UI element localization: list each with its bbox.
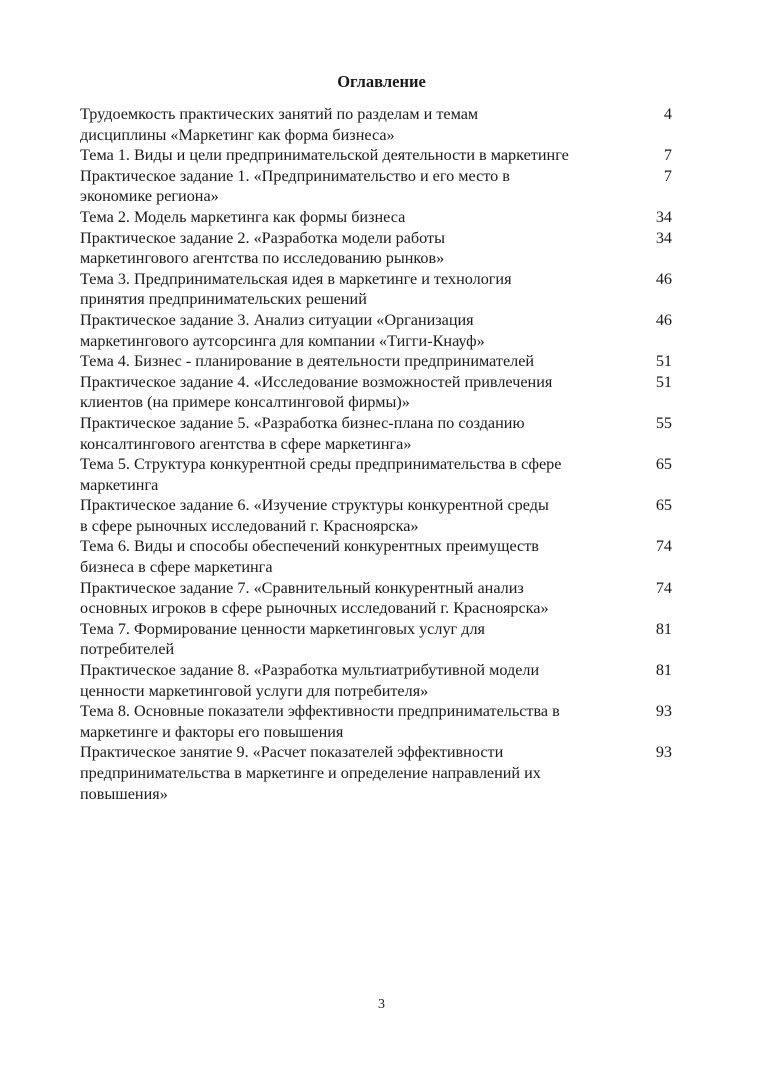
toc-entry-title: Тема 6. Виды и способы обеспечений конкурентных преимуществ бизнеса в сфере маркетинга: [80, 537, 539, 577]
toc-entry-title: Тема 3. Предпринимательская идея в маркетинге и технология принятия предпринимательских решений: [80, 269, 512, 309]
toc-entry-page: 93: [655, 702, 672, 721]
toc-entry: [80, 372, 680, 413]
toc-entry: [80, 536, 680, 577]
toc-entry-page: 81: [655, 661, 672, 680]
toc-entry-title: Практическое задание 3. Анализ ситуации «Организация маркетингового аутсорсинга для компании «Тигги-Кнауф»: [80, 310, 485, 350]
toc-entry-page: 81: [655, 619, 672, 638]
toc-entry-title: Тема 1. Виды и цели предпринимательской деятельности в маркетинге: [80, 146, 569, 165]
toc-entry-page: 34: [655, 228, 672, 247]
toc-entry: [80, 310, 680, 351]
toc-entry-title: Тема 8. Основные показатели эффективности предпринимательства в маркетинге и факторы его повышения: [80, 702, 560, 741]
toc-entry-title: Тема 5. Структура конкурентной среды предпринимательства в сфере маркетинга: [80, 455, 562, 494]
toc-entry-page: 65: [655, 496, 672, 515]
toc-entry-page: 34: [655, 207, 672, 226]
page-number: 3: [378, 997, 385, 1012]
toc-entry: [80, 145, 680, 166]
toc-entry: [80, 351, 680, 372]
toc-entry: [80, 166, 680, 207]
toc-entry-page: 46: [655, 269, 672, 288]
toc-entry: [80, 701, 680, 742]
toc-entry-page: 51: [655, 372, 672, 391]
toc-entry: [80, 742, 680, 804]
page-title: Оглавление: [337, 72, 426, 91]
toc-entry-title: Практическое задание 6. «Изучение структуры конкурентной среды в сфере рыночных исследований г. Красноярска»: [80, 496, 549, 535]
toc-entry: [80, 619, 680, 660]
toc-entry-page: 51: [655, 352, 672, 371]
toc-entry-title: Практическое занятие 9. «Расчет показателей эффективности предпринимательства в маркетинге и определение направлений их повышения»: [80, 743, 541, 803]
toc-entry: [80, 660, 680, 701]
toc-entry-page: 55: [655, 413, 672, 432]
toc-entry-title: Практическое задание 5. «Разработка бизнес-плана по созданию консалтингового агентства в сфере маркетинга»: [80, 413, 525, 453]
toc-entry-title: Практическое задание 4. «Исследование возможностей привлечения клиентов (на примере консалтинговой фирмы)»: [80, 372, 553, 412]
toc-entry: [80, 495, 680, 536]
toc-entry: [80, 207, 680, 228]
toc-entry-page: 7: [663, 146, 672, 165]
toc-entry-title: Практическое задание 1. «Предпринимательство и его место в экономике региона»: [80, 166, 510, 206]
toc-entry: [80, 104, 680, 145]
toc-entry-title: Тема 7. Формирование ценности маркетинговых услуг для потребителей: [80, 619, 485, 659]
toc-entry-page: 7: [663, 166, 672, 185]
toc-entry-title: Тема 2. Модель маркетинга как формы бизнеса: [80, 207, 406, 226]
toc-entry-page: 4: [663, 105, 672, 123]
toc-entry-page: 46: [655, 310, 672, 329]
toc-entry-page: 74: [655, 537, 672, 556]
toc-entry-title: Тема 4. Бизнес - планирование в деятельности предпринимателей: [80, 352, 535, 371]
toc-entry: [80, 454, 680, 495]
toc-entry: [80, 413, 680, 454]
toc-entry: [80, 269, 680, 310]
toc-entry: [80, 228, 680, 269]
toc-entry-page: 74: [655, 578, 672, 597]
toc-entry-page: 93: [655, 743, 672, 762]
toc-entry-page: 65: [655, 455, 672, 474]
toc-entry-title: Практическое задание 8. «Разработка мультиатрибутивной модели ценности маркетинговой услуги для потребителя»: [80, 661, 540, 700]
toc-entry-title: Практическое задание 2. «Разработка модели работы маркетингового агентства по исследованию рынков»: [80, 228, 445, 268]
toc-entry-title: Практическое задание 7. «Сравнительный конкурентный анализ основных игроков в сфере рыночных исследований г. Красноярска»: [80, 578, 549, 618]
toc-entry-title: Трудоемкость практических занятий по разделам и темам дисциплины «Маркетинг как форма бизнеса»: [80, 105, 479, 144]
toc-entry: [80, 578, 680, 619]
table-of-contents: [80, 104, 680, 804]
